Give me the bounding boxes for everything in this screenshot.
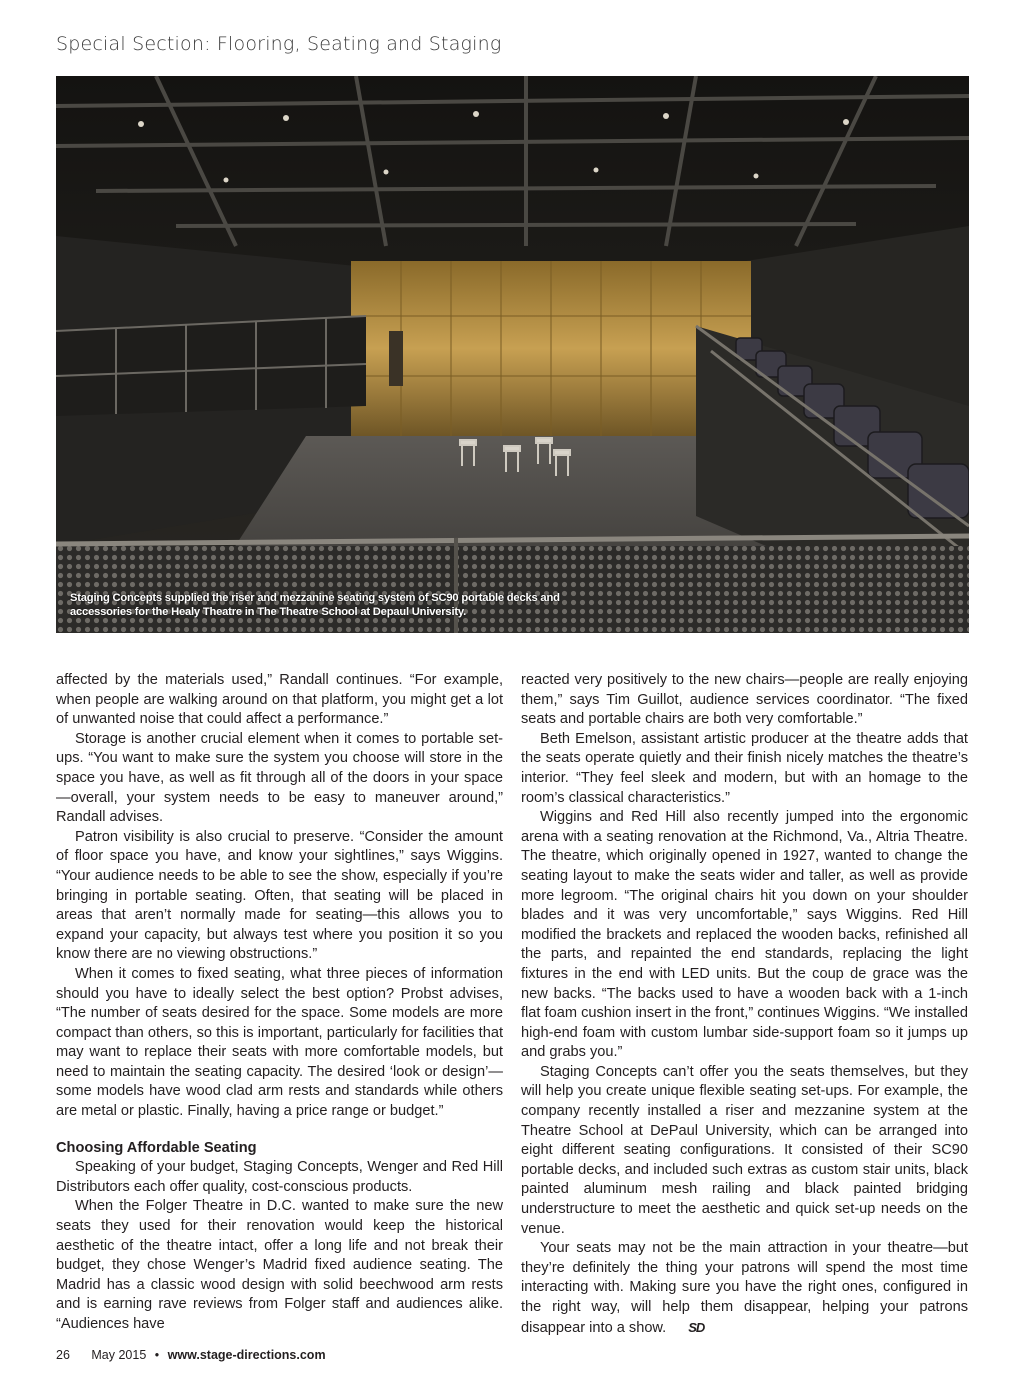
- paragraph: affected by the materials used,” Randall continues. “For example, when people are walking around on that platform, you might get a lot of unwanted noise that could affect a performance.”: [56, 672, 503, 728]
- photo-caption: Staging Concepts supplied the riser and mezzanine seating system of SC90 portable decks and accessories for the Healy Theatre in The Theatre School at Depaul University.: [70, 592, 560, 618]
- paragraph-text: Your seats may not be the main attraction in your theatre—but they’re definitely the thing your patrons will spend the most time interacting with. Making sure you have the right ones, configured in the right way, will help them disappear, helping your patrons disappear into a show.: [521, 1240, 968, 1336]
- paragraph: Speaking of your budget, Staging Concepts, Wenger and Red Hill Distributors each offer quality, cost-conscious products.: [56, 1159, 503, 1195]
- paragraph: Beth Emelson, assistant artistic producer at the theatre adds that the seats operate quietly and their finish nicely matches the theatre’s interior. “They feel sleek and modern, but with an homage to the room’s classical characteristics.”: [521, 730, 968, 806]
- theatre-photo-illustration: [56, 76, 969, 633]
- footer-separator: •: [154, 1348, 160, 1362]
- paragraph: Wiggins and Red Hill also recently jumped into the ergonomic arena with a seating renovation at the Richmond, Va., Altria Theatre. The theatre, which originally opened in 1927, wanted to change the seating layout to make the seats wider and taller, as well as provide more legroom. “The original chairs hit you down on your shoulder blades and it was very uncomfortable,” says Wiggins. Red Hill modified the brackets and replaced the wooden backs, refinished all the parts, and repainted the end standards, replacing the light fixtures in the end with LED units. But the coup de grace was the new backs. “The backs used to have a wooden back with a 1-inch flat foam cushion insert in the front,” continues Wiggins. “We installed high-end foam with custom lumbar side-support foam so it jumps up and grabs you.”: [521, 809, 968, 1061]
- paragraph: [521, 1239, 968, 1338]
- paragraph: When it comes to fixed seating, what three pieces of information should you have to ideally select the best option? Probst advises, “The number of seats desired for the space. Some models are more compact than others, so this is important, particularly for facilities that may want to replace their seats with more comfortable models, but need to maintain the seating capacity. The desired ‘look or design’—some models have wood clad arm rests and standards while others are metal or plastic. Finally, having a price range or budget.”: [56, 965, 503, 1120]
- website-link[interactable]: www.stage-directions.com: [167, 1348, 326, 1362]
- paragraph: Staging Concepts can’t offer you the seats themselves, but they will help you create unique flexible seating set-ups. For example, the company recently installed a riser and mezzanine system at the Theatre School at DePaul University, which can be arranged into eight different seating configurations. It consisted of their SC90 portable decks, and included such extras as custom stair units, black painted aluminum mesh railing and black painted bridging understructure to meet the aesthetic and quick set-up needs on the venue.: [521, 1063, 968, 1237]
- page-footer: [56, 1348, 326, 1362]
- paragraph: reacted very positively to the new chairs—people are really enjoying them,” says Tim Guillot, audience services coordinator. “The fixed seats and portable chairs are both very comfortable.”: [521, 672, 968, 728]
- paragraph: When the Folger Theatre in D.C. wanted to make sure the new seats they used for their renovation would keep the historical aesthetic of the theatre intact, offer a long life and not break their budget, they chose Wenger’s Madrid fixed audience seating. The Madrid has a classic wood design with solid beechwood arm rests and is earning rave reviews from Folger staff and audiences alike. “Audiences have: [56, 1198, 503, 1332]
- section-title: Special Section: Flooring, Seating and Staging: [56, 33, 502, 55]
- paragraph: Patron visibility is also crucial to preserve. “Consider the amount of floor space you have, and know your sightlines,” says Wiggins. “Your audience needs to be able to see the show, especially if you’re bringing in portable seating. Often, that seating will be placed in areas that aren’t normally made for seating—this allows you to expand your capacity, but always test where you position it so you know there are no viewing obstructions.”: [56, 828, 503, 963]
- article-column-left: [56, 671, 503, 1335]
- end-mark-icon: SD: [688, 1319, 705, 1335]
- subheading: Choosing Affordable Seating: [56, 1139, 257, 1156]
- paragraph: Storage is another crucial element when it comes to portable set-ups. “You want to make sure the system you choose will store in the space you have, as well as fit through all of the doors in your space—overall, your system needs to be easy to maneuver around,” Randall advises.: [56, 730, 503, 826]
- page-number: 26: [56, 1348, 70, 1362]
- article-column-right: [521, 671, 968, 1338]
- theatre-photo: [56, 76, 969, 633]
- issue-date: May 2015: [91, 1348, 147, 1362]
